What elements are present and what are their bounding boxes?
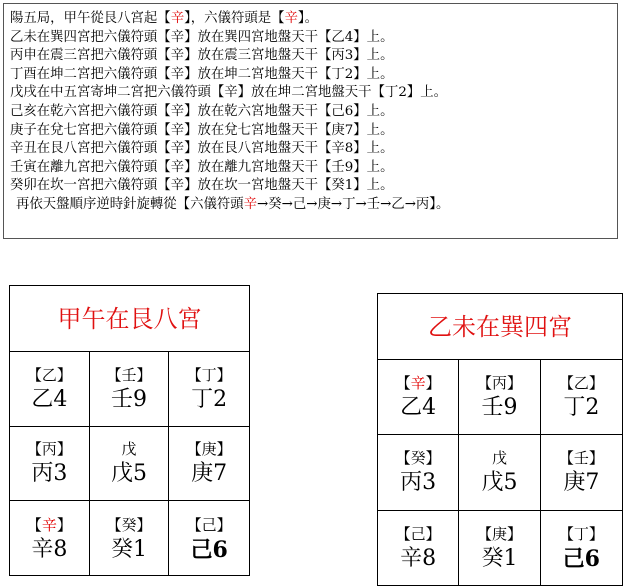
palace-cell: [169, 501, 249, 576]
highlight-char: 辛: [243, 196, 258, 212]
earth-stem-label: 戊5: [110, 461, 147, 487]
heaven-stem-label: 【丁】: [558, 525, 604, 544]
earth-stem-label: 戊5: [481, 470, 518, 496]
heaven-stem-label: 【癸】: [106, 515, 152, 534]
palace-cell: [459, 360, 540, 435]
palace-cell: [90, 352, 170, 427]
heaven-stem-label: 【庚】: [186, 440, 232, 459]
palace-cell: [169, 427, 249, 502]
palace-cell: [541, 435, 622, 510]
grid-cells: [378, 360, 622, 586]
heaven-stem-label: 【辛】: [26, 515, 72, 534]
text-line: 乙未在巽四宮把六儀符頭【辛】放在巽四宮地盤天干【乙4】上。: [10, 29, 394, 45]
text-line: 癸卯在坎一宮把六儀符頭【辛】放在坎一宮地盤天干【癸1】上。: [10, 178, 394, 194]
palace-cell: [90, 501, 170, 576]
text-line: 丙申在震三宮把六儀符頭【辛】放在震三宮地盤天干【丙3】上。: [10, 48, 394, 64]
heaven-stem-label: 戊: [491, 449, 507, 468]
palace-cell: [378, 435, 459, 510]
heaven-stem-label: 【癸】: [395, 449, 441, 468]
earth-stem-label: 癸1: [110, 536, 147, 562]
heaven-stem-label: 【辛】: [395, 374, 441, 393]
text-line: 戊戌在中五宮寄坤二宮把六儀符頭【辛】放在坤二宮地盤天干【丁2】上。: [10, 85, 448, 101]
palace-cell: [459, 511, 540, 586]
heaven-stem-label: 【乙】: [558, 374, 604, 393]
text-line: 庚子在兌七宮把六儀符頭【辛】放在兌七宮地盤天干【庚7】上。: [10, 122, 394, 138]
heaven-stem-label: 戊: [121, 440, 137, 459]
grid-title: 乙未在巽四宮: [378, 294, 622, 360]
heaven-stem-label: 【乙】: [26, 365, 72, 384]
earth-stem-label: 辛8: [400, 546, 437, 572]
heaven-stem-label: 【丙】: [476, 374, 522, 393]
highlight-char: 辛: [284, 11, 298, 26]
palace-cell: [169, 352, 249, 427]
palace-cell: [378, 511, 459, 586]
earth-stem-label: 己6: [562, 546, 600, 573]
earth-stem-label: 乙4: [31, 386, 68, 412]
heaven-stem-label: 【己】: [395, 525, 441, 544]
heaven-stem-label: 【壬】: [106, 365, 152, 384]
palace-cell: [459, 435, 540, 510]
text-line: 再依天盤順序逆時針旋轉從【六儀符頭辛→癸→己→庚→丁→壬→乙→丙】。: [16, 196, 450, 212]
grid-yiwei-xun-four: [377, 293, 623, 586]
earth-stem-label: 己6: [190, 536, 228, 563]
explanation-text-box: [3, 3, 618, 239]
palace-cell: [10, 501, 90, 576]
earth-stem-label: 丁2: [563, 395, 600, 421]
heaven-stem-label: 【丙】: [26, 440, 72, 459]
heaven-stem-label: 【丁】: [186, 365, 232, 384]
palace-cell: [90, 427, 170, 502]
heaven-stem-label: 【己】: [186, 515, 232, 534]
earth-stem-label: 庚7: [191, 461, 228, 487]
earth-stem-label: 癸1: [481, 546, 518, 572]
earth-stem-label: 壬9: [110, 386, 147, 412]
earth-stem-label: 丙3: [400, 470, 437, 496]
earth-stem-label: 庚7: [563, 470, 600, 496]
grid-title: 甲午在艮八宮: [10, 286, 249, 352]
earth-stem-label: 乙4: [400, 395, 437, 421]
text-line: 丁酉在坤二宮把六儀符頭【辛】放在坤二宮地盤天干【丁2】上。: [10, 66, 394, 82]
heaven-stem-label: 【庚】: [476, 525, 522, 544]
earth-stem-label: 壬9: [481, 395, 518, 421]
heaven-stem-label: 【壬】: [558, 449, 604, 468]
text-line: 己亥在乾六宮把六儀符頭【辛】放在乾六宮地盤天干【己6】上。: [10, 103, 394, 119]
text-line: 辛丑在艮八宮把六儀符頭【辛】放在艮八宮地盤天干【辛8】上。: [10, 141, 394, 157]
palace-cell: [541, 360, 622, 435]
highlight-char: 辛: [170, 11, 185, 26]
text-line: 陽五局，甲午從艮八宮起【辛】，六儀符頭是【辛】。: [10, 11, 318, 26]
palace-cell: [541, 511, 622, 586]
text-line: 壬寅在離九宮把六儀符頭【辛】放在離九宮地盤天干【壬9】上。: [10, 159, 394, 175]
earth-stem-label: 辛8: [31, 536, 68, 562]
grid-jiawu-gen-eight: [9, 285, 250, 576]
earth-stem-label: 丁2: [191, 386, 228, 412]
palace-cell: [10, 427, 90, 502]
palace-cell: [10, 352, 90, 427]
grid-cells: [10, 352, 249, 576]
earth-stem-label: 丙3: [31, 461, 68, 487]
palace-cell: [378, 360, 459, 435]
